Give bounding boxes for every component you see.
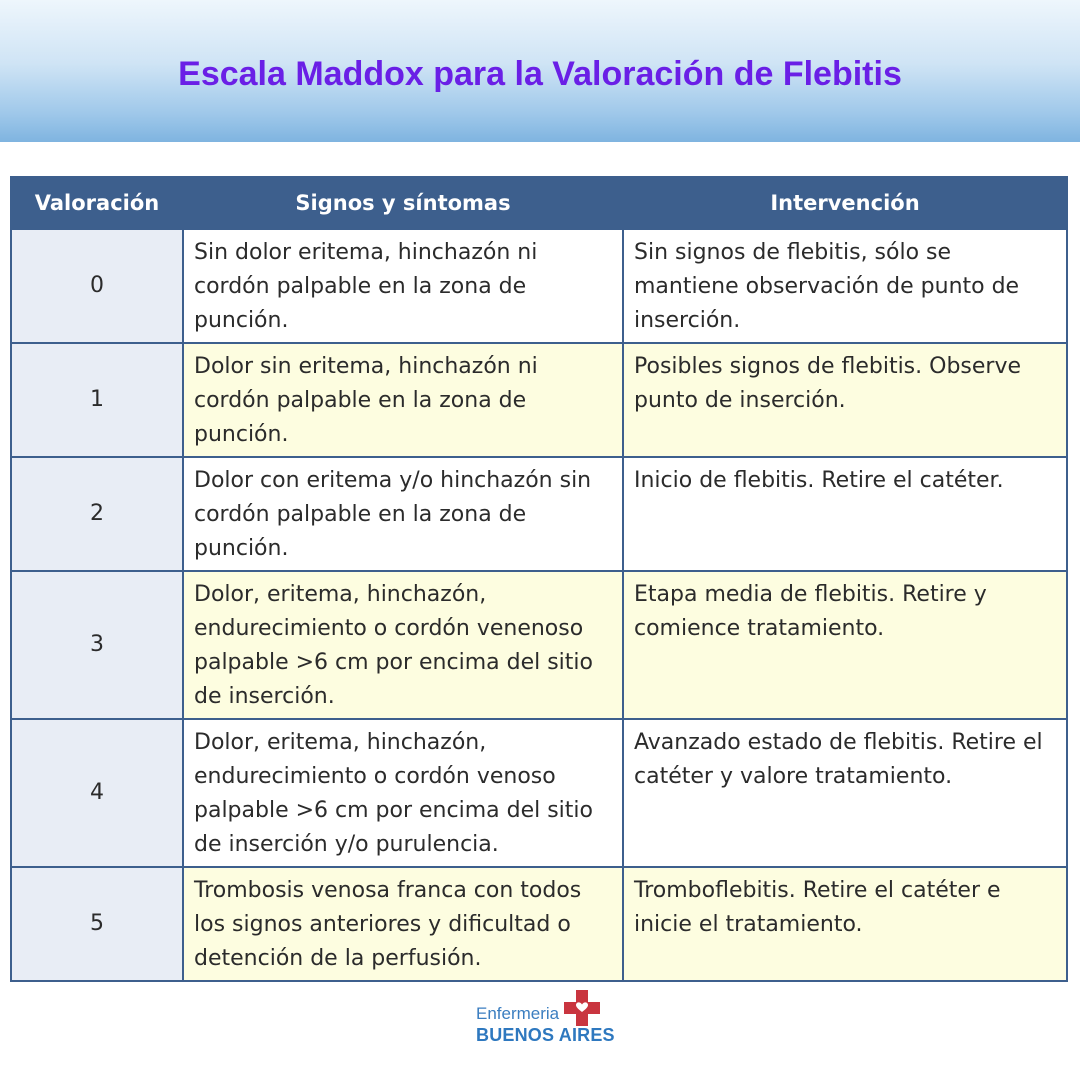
table-header-row [11, 177, 1067, 229]
signos-cell: Sin dolor eritema, hinchazón ni cordón palpable en la zona de punción. [183, 229, 623, 343]
valoracion-cell: 5 [11, 867, 183, 981]
table-row [11, 229, 1067, 343]
intervencion-cell: Avanzado estado de flebitis. Retire el catéter y valore tratamiento. [623, 719, 1067, 867]
column-header-intervencion: Intervención [623, 177, 1067, 229]
page-title: Escala Maddox para la Valoración de Flebitis [178, 55, 902, 93]
signos-cell: Dolor, eritema, hinchazón, endurecimiento o cordón venoso palpable >6 cm por encima del sitio de inserción y/o purulencia. [183, 719, 623, 867]
table-row [11, 867, 1067, 981]
valoracion-cell: 0 [11, 229, 183, 343]
maddox-scale-table [10, 176, 1068, 982]
logo-line-enfermeria: Enfermeria [476, 1004, 560, 1023]
intervencion-cell: Posibles signos de flebitis. Observe punto de inserción. [623, 343, 1067, 457]
table-row [11, 719, 1067, 867]
signos-cell: Trombosis venosa franca con todos los signos anteriores y dificultad o detención de la perfusión. [183, 867, 623, 981]
intervencion-cell: Inicio de flebitis. Retire el catéter. [623, 457, 1067, 571]
intervencion-cell: Etapa media de flebitis. Retire y comience tratamiento. [623, 571, 1067, 719]
enfermeria-buenos-aires-logo [476, 990, 636, 1050]
intervencion-cell: Sin signos de flebitis, sólo se mantiene observación de punto de inserción. [623, 229, 1067, 343]
title-banner [0, 0, 1080, 142]
table-row [11, 571, 1067, 719]
valoracion-cell: 1 [11, 343, 183, 457]
valoracion-cell: 4 [11, 719, 183, 867]
column-header-valoracion: Valoración [11, 177, 183, 229]
intervencion-cell: Tromboflebitis. Retire el catéter e inicie el tratamiento. [623, 867, 1067, 981]
valoracion-cell: 2 [11, 457, 183, 571]
valoracion-cell: 3 [11, 571, 183, 719]
signos-cell: Dolor sin eritema, hinchazón ni cordón palpable en la zona de punción. [183, 343, 623, 457]
signos-cell: Dolor, eritema, hinchazón, endurecimiento o cordón venenoso palpable >6 cm por encima del sitio de inserción. [183, 571, 623, 719]
column-header-signos: Signos y síntomas [183, 177, 623, 229]
logo-line-buenos-aires: BUENOS AIRES [476, 1025, 615, 1045]
medical-cross-heart-icon [564, 990, 600, 1026]
table-row [11, 457, 1067, 571]
table-row [11, 343, 1067, 457]
signos-cell: Dolor con eritema y/o hinchazón sin cordón palpable en la zona de punción. [183, 457, 623, 571]
